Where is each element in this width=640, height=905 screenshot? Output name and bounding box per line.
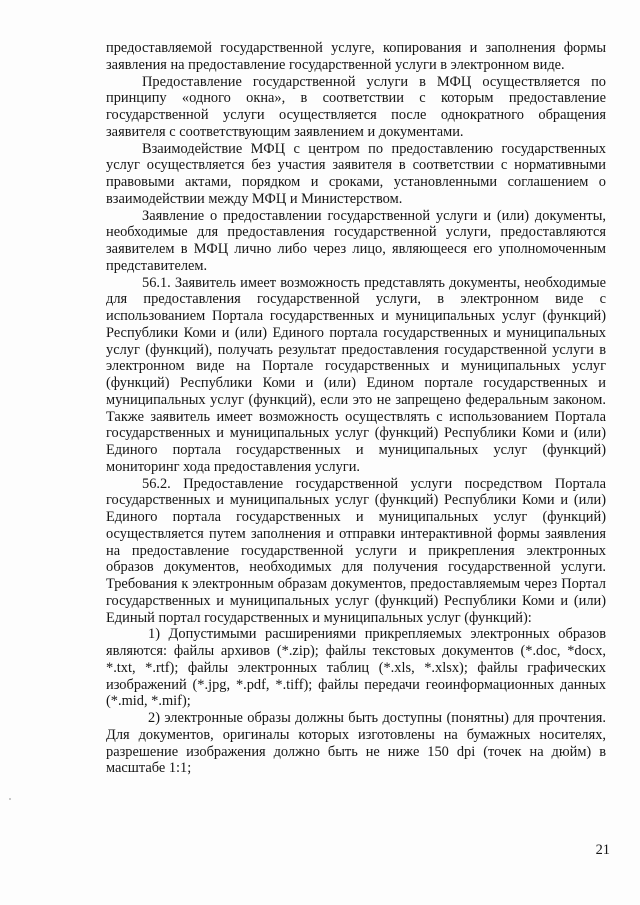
page-number: 21 — [595, 842, 610, 858]
paragraph-one-window: Предоставление государственной услуги в МФЦ осуществляется по принципу «одного окна», в соответствии с которым предоставление государственной услуги осуществляется после однократного обращения заявителя с соответствующим заявлением и документами. — [106, 73, 606, 140]
paragraph-application: Заявление о предоставлении государственной услуги и (или) документы, необходимые для предоставления государственной услуги, предоставляются заявителем в МФЦ лично либо через лицо, являющееся его уполномоченным представителем. — [106, 207, 606, 274]
paragraph-56-2: 56.2. Предоставление государственной услуги посредством Портала государственных и муниципальных услуг (функций) Республики Коми и (или) Единого портала государственных и муниципальных услуг (функций) осуществляется путем заполнения и отправки интерактивной формы заявления на предоставление государственной услуги и прикрепления электронных образов документов, необходимых для получения государственной услуги. Требования к электронным образам документов, предоставляемым через Портал государственных и муниципальных услуг (функций) Республики Коми и (или) Единый портал государственных и муниципальных услуг (функций): — [106, 475, 606, 626]
paragraph-56-1: 56.1. Заявитель имеет возможность представлять документы, необходимые для предоставления государственной услуги, в электронном виде с использованием Портала государственных и муниципальных услуг (функций) Республики Коми и (или) Единого портала государственных и муниципальных услуг (функций), получать результат предоставления государственной услуги в электронном виде на Портале государственных и муниципальных услуг (функций) Республики Коми и (или) Едином портале государственных и муниципальных услуг (функций), если это не запрещено федеральным законом. Также заявитель имеет возможность осуществлять с использованием Портала государственных и муниципальных услуг (функций) Республики Коми и (или) Единого портала государственных и муниципальных услуг (функций) мониторинг хода предоставления услуги. — [106, 274, 606, 475]
paragraph-interaction: Взаимодействие МФЦ с центром по предоставлению государственных услуг осуществляется без участия заявителя в соответствии с нормативными правовыми актами, порядком и сроками, установленными соглашением о взаимодействии между МФЦ и Министерством. — [106, 140, 606, 207]
body-text — [106, 40, 606, 777]
scan-speck — [9, 798, 11, 800]
paragraph-continuation: предоставляемой государственной услуге, копирования и заполнения формы заявления на предоставление государственной услуги в электронном виде. — [106, 40, 606, 73]
list-item-1: 1) Допустимыми расширениями прикрепляемых электронных образов являются: файлы архивов (*.zip); файлы текстовых документов (*.doc, *docx, *.txt, *.rtf); файлы электронных таблиц (*.xls, *.xlsx); файлы графических изображений (*.jpg, *.pdf, *.tiff); файлы передачи геоинформационных данных (*.mid, *.mif); — [106, 626, 606, 710]
list-item-2: 2) электронные образы должны быть доступны (понятны) для прочтения. Для документов, оригиналы которых изготовлены на бумажных носителях, разрешение изображения должно быть не ниже 150 dpi (точек на дюйм) в масштабе 1:1; — [106, 710, 606, 777]
